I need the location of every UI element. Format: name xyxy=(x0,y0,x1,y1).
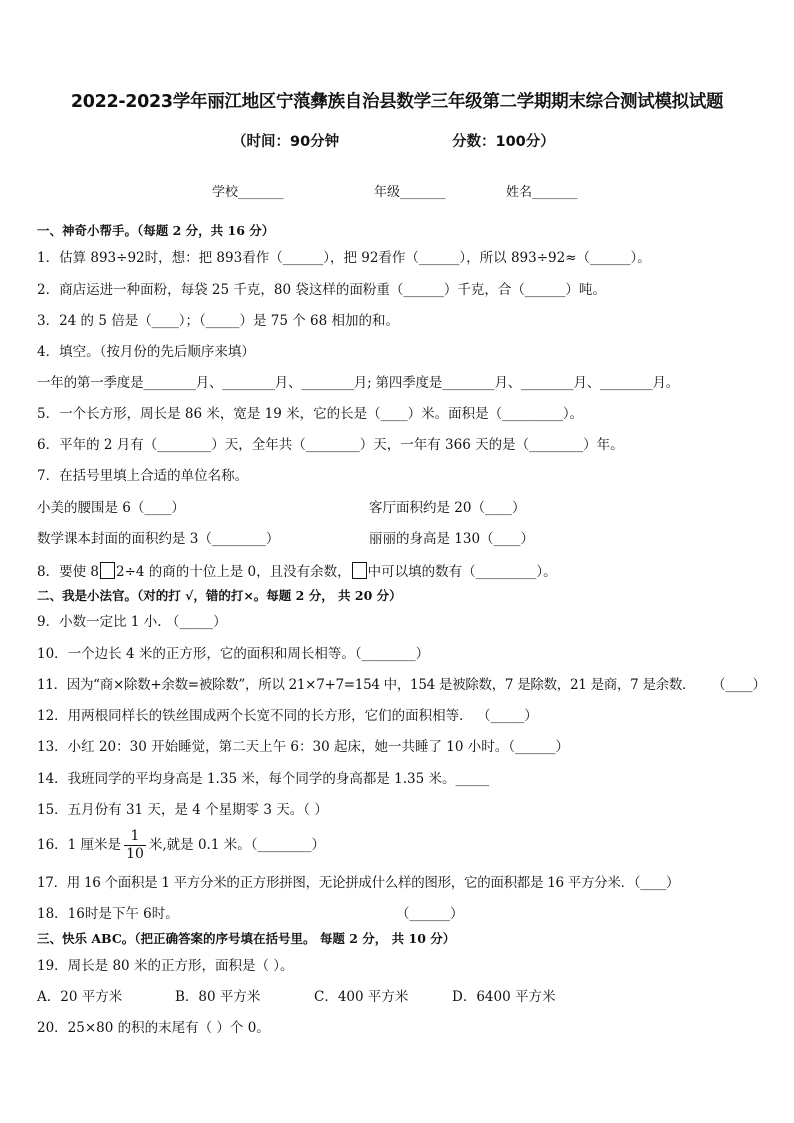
question-19-option-b: B．80 平方米 xyxy=(175,989,261,1005)
total-score: 分数：100分） xyxy=(452,134,555,150)
fraction xyxy=(124,828,146,863)
question-11-blank: （____） xyxy=(712,677,766,693)
fraction-numerator: 1 xyxy=(124,828,146,846)
page-title: 2022-2023学年丽江地区宁蒗彝族自治县数学三年级第二学期期末综合测试模拟试题 xyxy=(70,92,724,112)
question-14: 14．我班同学的平均身高是 1.35 米，每个同学的身高都是 1.35 米。_____ xyxy=(37,771,490,787)
question-8-post: 中可以填的数有（_________）。 xyxy=(367,564,557,580)
question-19-option-d: D．6400 平方米 xyxy=(452,989,556,1005)
section-1-heading: 一、神奇小帮手。（每题 2 分，共 16 分） xyxy=(37,223,275,238)
question-4-line: 一年的第一季度是________月、________月、________月; 第四季度是________月、________月、________月。 xyxy=(37,375,680,391)
question-6: 6．平年的 2 月有（________）天，全年共（________）天，一年有 366 天的是（________）年。 xyxy=(37,437,624,453)
school-field: 学校_______ xyxy=(212,185,284,200)
question-11: 11．因为“商×除数+余数=被除数”，所以 21×7+7=154 中，154 是被除数，7 是除数，21 是商，7 是余数． xyxy=(37,677,696,693)
question-7-c: 数学课本封面的面积约是 3（________） xyxy=(37,531,280,547)
question-19: 19．周长是 80 米的正方形，面积是（ ）。 xyxy=(37,958,294,974)
question-2: 2．商店运进一种面粉，每袋 25 千克，80 袋这样的面粉重（______）千克，合（______）吨。 xyxy=(37,282,606,298)
question-18-blank: （______） xyxy=(396,906,464,922)
question-4: 4．填空。（按月份的先后顺序来填） xyxy=(37,344,255,360)
question-16-pre: 16．1 厘米是 xyxy=(37,837,122,853)
question-10: 10．一个边长 4 米的正方形，它的面积和周长相等。（________） xyxy=(37,646,430,662)
question-7-d: 丽丽的身高是 130（____） xyxy=(369,531,535,547)
question-18: 18．16时是下午 6时。 xyxy=(37,906,179,922)
time-limit: （时间：90分钟 xyxy=(232,134,340,150)
section-2-heading: 二、我是小法官。（对的打 √，错的打×。每题 2 分， 共 20 分） xyxy=(37,588,402,603)
question-8-pre: 8．要使 8 xyxy=(37,564,99,580)
question-16-post: 米,就是 0.1 米。（________） xyxy=(148,837,325,853)
grade-field: 年级_______ xyxy=(374,185,446,200)
section-3-heading: 三、快乐 ABC。（把正确答案的序号填在括号里。 每题 2 分， 共 10 分） xyxy=(37,931,456,946)
question-9: 9．小数一定比 1 小. （_____） xyxy=(37,614,227,630)
question-12: 12．用两根同样长的铁丝围成两个长宽不同的长方形，它们的面积相等． （_____） xyxy=(37,708,538,724)
question-8 xyxy=(37,562,557,581)
question-7-b: 客厅面积约是 20（____） xyxy=(369,500,526,516)
question-17: 17．用 16 个面积是 1 平方分米的正方形拼图，无论拼成什么样的图形，它的面积都是 16 平方分米．（____） xyxy=(37,875,680,891)
digit-box xyxy=(100,562,115,579)
question-13: 13．小红 20：30 开始睡觉，第二天上午 6：30 起床，她一共睡了 10 小时。（______） xyxy=(37,739,569,755)
question-5: 5．一个长方形，周长是 86 米，宽是 19 米，它的长是（____）米。面积是（_________）。 xyxy=(37,406,584,422)
question-15: 15．五月份有 31 天，是 4 个星期零 3 天。（ ） xyxy=(37,802,328,818)
question-7-a: 小美的腰围是 6（____） xyxy=(37,500,185,516)
question-19-option-a: A．20 平方米 xyxy=(37,989,123,1005)
question-3: 3．24 的 5 倍是（____）；（_____）是 75 个 68 相加的和。 xyxy=(37,313,400,329)
question-16 xyxy=(37,828,325,863)
digit-box xyxy=(352,562,367,579)
question-19-option-c: C．400 平方米 xyxy=(314,989,409,1005)
fraction-denominator: 10 xyxy=(126,846,144,862)
question-1: 1．估算 893÷92时，想：把 893看作（______），把 92看作（______），所以 893÷92≈（______）。 xyxy=(37,250,651,266)
question-7: 7．在括号里填上合适的单位名称。 xyxy=(37,468,249,484)
name-field: 姓名_______ xyxy=(506,185,578,200)
question-20: 20．25×80 的积的末尾有（ ）个 0。 xyxy=(37,1020,270,1036)
question-8-mid: 2÷4 的商的十位上是 0，且没有余数， xyxy=(115,564,351,580)
